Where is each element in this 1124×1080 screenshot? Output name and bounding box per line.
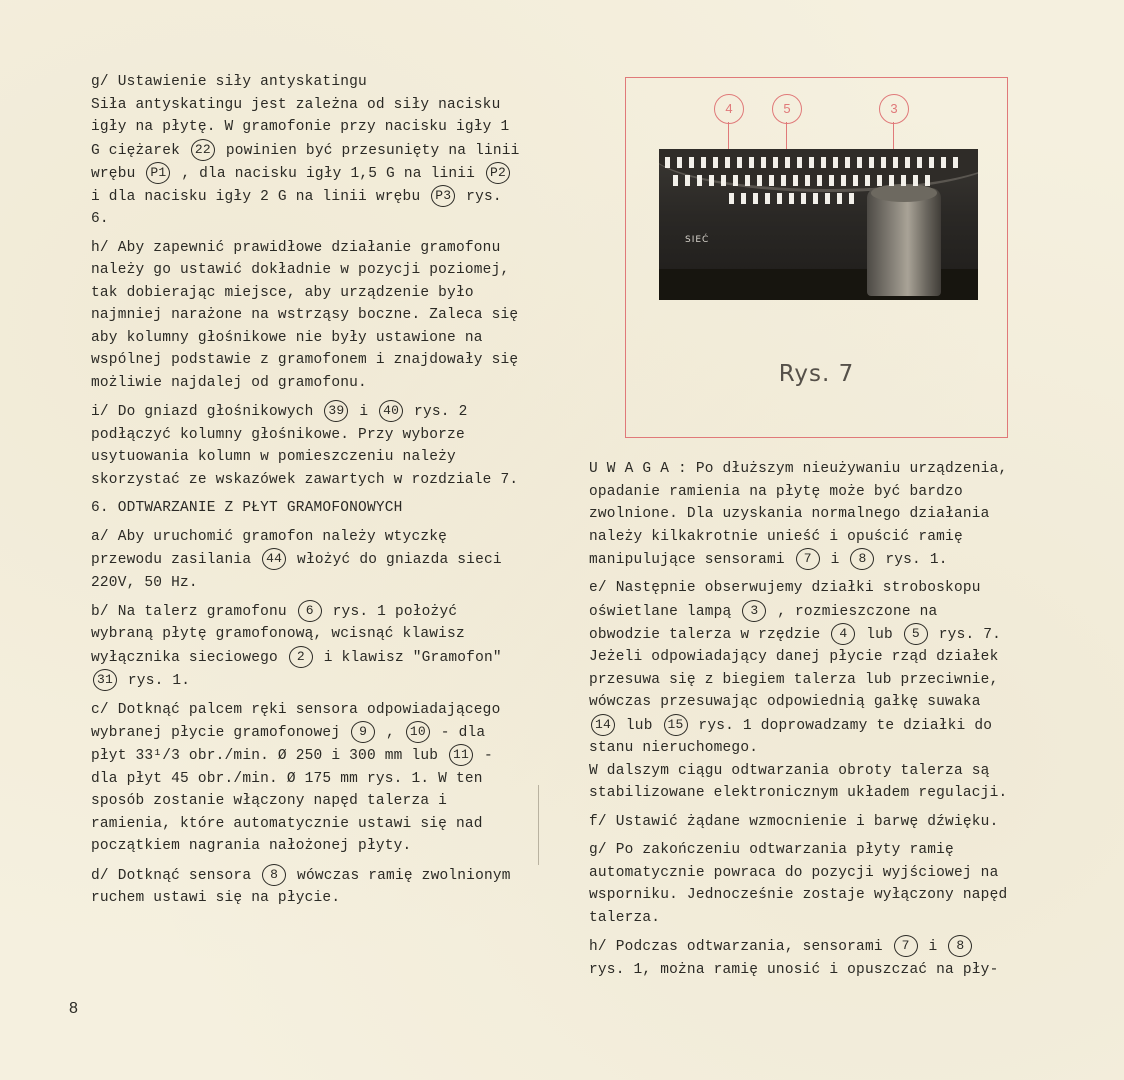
stroboscope-mark — [713, 157, 718, 168]
stroboscope-mark — [953, 157, 958, 168]
left-column — [91, 71, 529, 916]
circled-reference: 8 — [850, 548, 874, 570]
stroboscope-mark — [753, 193, 758, 204]
stroboscope-mark — [789, 193, 794, 204]
stroboscope-mark — [849, 193, 854, 204]
stroboscope-mark — [917, 157, 922, 168]
stroboscope-mark — [729, 193, 734, 204]
stroboscope-mark — [821, 157, 826, 168]
stroboscope-mark — [689, 157, 694, 168]
stroboscope-mark — [817, 175, 822, 186]
stroboscope-mark — [889, 175, 894, 186]
figure-marker-3: 3 — [879, 94, 909, 124]
column-divider — [538, 785, 539, 865]
figure-rys-7 — [625, 77, 1008, 438]
stroboscope-mark — [813, 193, 818, 204]
stroboscope-mark — [673, 175, 678, 186]
stroboscope-mark — [725, 157, 730, 168]
circled-reference: 40 — [379, 400, 403, 422]
figure-marker-4: 4 — [714, 94, 744, 124]
stroboscope-mark — [797, 157, 802, 168]
stroboscope-mark — [785, 157, 790, 168]
stroboscope-mark — [741, 193, 746, 204]
circled-reference: 44 — [262, 548, 286, 570]
left-paragraph: 6. ODTWARZANIE Z PŁYT GRAMOFONOWYCH — [91, 500, 403, 517]
circled-reference: 14 — [591, 714, 615, 736]
circled-reference: 6 — [298, 600, 322, 622]
circled-reference: 8 — [948, 935, 972, 957]
lamp-top — [871, 184, 937, 202]
left-paragraph: i/ Do gniazd głośnikowych 39 i 40 rys. 2 podłączyć kolumny głośnikowe. Przy wyborze usytuowania kolumn w pomieszczeniu należy skorzystać ze wskazówek zawartych w rozdziale 7. — [91, 400, 523, 491]
stroboscope-mark — [877, 175, 882, 186]
stroboscope-mark — [929, 157, 934, 168]
stroboscope-mark — [829, 175, 834, 186]
stroboscope-mark — [793, 175, 798, 186]
right-paragraph: e/ Następnie obserwujemy działki stroboskopu oświetlane lampą 3 , rozmieszczone na obwodzie talerza w rzędzie 4 lub 5 rys. 7. Jeżeli odpowiadający danej płycie rząd działek przesuwa się z biegiem talerza lub przeciwnie, wówczas przesuwając odpowiednią gałkę suwaka 14 lub 15 rys. 1 doprowadzamy te działki do stanu nieruchomego. W dalszym ciągu odtwarzania obroty talerza są stabilizowane elektronicznym układem regulacji. — [589, 580, 1008, 802]
stroboscope-mark — [765, 193, 770, 204]
stroboscope-mark — [737, 157, 742, 168]
stroboscope-mark — [853, 175, 858, 186]
right-paragraph: f/ Ustawić żądane wzmocnienie i barwę dźwięku. — [589, 813, 999, 830]
stroboscope-mark — [913, 175, 918, 186]
stroboscope-mark — [709, 175, 714, 186]
stroboscope-mark — [721, 175, 726, 186]
stroboscope-mark — [881, 157, 886, 168]
circled-reference: 11 — [449, 744, 473, 766]
stroboscope-mark — [773, 157, 778, 168]
circled-reference: P3 — [431, 185, 455, 207]
stroboscope-mark — [777, 193, 782, 204]
circled-reference: P1 — [146, 162, 170, 184]
left-paragraph: a/ Aby uruchomić gramofon należy wtyczkę przewodu zasilania 44 włożyć do gniazda sieci 220V, 50 Hz. — [91, 528, 511, 591]
stroboscope-mark — [781, 175, 786, 186]
circled-reference: 5 — [904, 623, 928, 645]
left-paragraph: c/ Dotknąć palcem ręki sensora odpowiadającego wybranej płycie gramofonowej 9 , 10 - dla płyt 33¹/3 obr./min. Ø 250 i 300 mm lub 11 - dla płyt 45 obr./min. Ø 175 mm rys. 1. W ten sposób zostanie włączony napęd talerza i ramienia, które automatycznie ustawi się nad początkiem nagrania nałożonej płyty. — [91, 701, 510, 855]
stroboscope-mark — [757, 175, 762, 186]
circled-reference: 2 — [289, 646, 313, 668]
stroboscope-mark — [833, 157, 838, 168]
stroboscope-photo — [659, 149, 978, 300]
stroboscope-mark — [801, 193, 806, 204]
stroboscope-mark — [841, 175, 846, 186]
figure-marker-5: 5 — [772, 94, 802, 124]
right-column — [589, 458, 1017, 987]
page-number: 8 — [69, 1000, 78, 1017]
stroboscope-mark — [697, 175, 702, 186]
stroboscope-mark — [941, 157, 946, 168]
stroboscope-mark — [869, 157, 874, 168]
circled-reference: 10 — [406, 721, 430, 743]
stroboscope-mark — [665, 157, 670, 168]
circled-reference: 8 — [262, 864, 286, 886]
stroboscope-mark — [685, 175, 690, 186]
stroboscope-mark — [893, 157, 898, 168]
stroboscope-mark — [761, 157, 766, 168]
stroboscope-mark — [865, 175, 870, 186]
lamp-housing — [867, 188, 941, 296]
circled-reference: 7 — [796, 548, 820, 570]
circled-reference: 39 — [324, 400, 348, 422]
stroboscope-mark — [749, 157, 754, 168]
right-paragraph: g/ Po zakończeniu odtwarzania płyty ramię automatycznie powraca do pozycji wyjściowej na wsporniku. Jednocześnie zostaje wyłączony napęd talerza. — [589, 842, 1017, 926]
stroboscope-mark — [733, 175, 738, 186]
stroboscope-mark — [925, 175, 930, 186]
figure-caption: Rys. 7 — [778, 361, 855, 387]
circled-reference: 15 — [664, 714, 688, 736]
left-paragraph: b/ Na talerz gramofonu 6 rys. 1 położyć wybraną płytę gramofonową, wcisnąć klawisz wyłącznika sieciowego 2 i klawisz "Gramofon" 31 rys. 1. — [91, 600, 523, 692]
right-paragraph: h/ Podczas odtwarzania, sensorami 7 i 8 rys. 1, można ramię unosić i opuszczać na pły- — [589, 935, 1017, 981]
right-paragraph: U W A G A : Po dłuższym nieużywaniu urządzenia, opadanie ramienia na płytę może być bardzo zwolnione. Dla uzyskania normalnego działania należy kilkakrotnie unieść i opuścić ramię manipulujące sensorami 7 i 8 rys. 1. — [589, 458, 1017, 571]
left-paragraph: h/ Aby zapewnić prawidłowe działanie gramofonu należy go ustawić dokładnie w pozycji poziomej, tak dobierając miejsce, aby urządzenie było najmniej narażone na wstrząsy boczne. Zaleca się aby kolumny głośnikowe nie były ustawione na wspólnej podstawie z gramofonem i znajdowały się możliwie najdalej od gramofonu. — [91, 239, 528, 391]
stroboscope-mark — [905, 157, 910, 168]
stroboscope-mark — [745, 175, 750, 186]
photo-label-siec: SIEĆ — [685, 235, 710, 245]
stroboscope-mark — [837, 193, 842, 204]
circled-reference: 22 — [191, 139, 215, 161]
circled-reference: 9 — [351, 721, 375, 743]
circled-reference: 7 — [894, 935, 918, 957]
circled-reference: 31 — [93, 669, 117, 691]
left-paragraph: d/ Dotknąć sensora 8 wówczas ramię zwolnionym ruchem ustawi się na płycie. — [91, 864, 523, 910]
stroboscope-mark — [857, 157, 862, 168]
stroboscope-mark — [701, 157, 706, 168]
circled-reference: 3 — [742, 600, 766, 622]
stroboscope-mark — [825, 193, 830, 204]
stroboscope-mark — [809, 157, 814, 168]
stroboscope-mark — [805, 175, 810, 186]
left-paragraph: g/ Ustawienie siły antyskatingu Siła antyskatingu jest zależna od siły nacisku igły na płytę. W gramofonie przy nacisku igły 1 G ciężarek 22 powinien być przesunięty na linii wrębu P1 , dla nacisku igły 1,5 G na linii P2 i dla nacisku igły 2 G na linii wrębu P3 rys. 6. — [91, 74, 529, 228]
stroboscope-mark — [845, 157, 850, 168]
circled-reference: P2 — [486, 162, 510, 184]
stroboscope-mark — [901, 175, 906, 186]
circled-reference: 4 — [831, 623, 855, 645]
stroboscope-mark — [769, 175, 774, 186]
stroboscope-mark — [677, 157, 682, 168]
